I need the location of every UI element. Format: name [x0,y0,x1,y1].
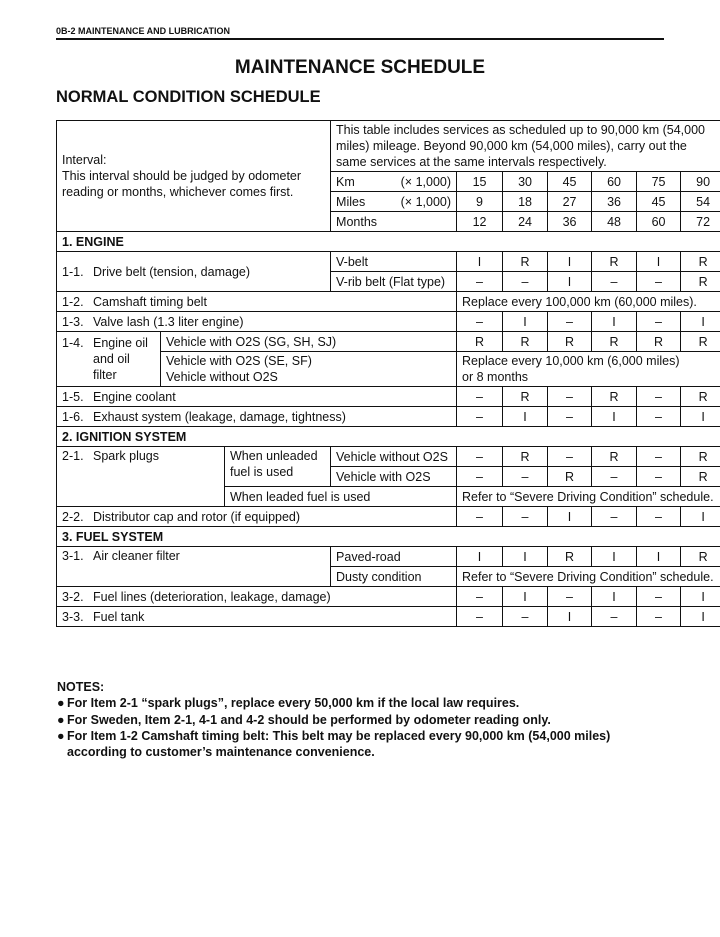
schedule-cell: – [548,387,592,407]
schedule-note: Refer to “Severe Driving Condition” schedule. [457,567,720,587]
schedule-note: Replace every 100,000 km (60,000 miles). [457,292,720,312]
schedule-cell: R [681,272,720,292]
schedule-cell: R [503,387,548,407]
months-value: 48 [592,212,637,232]
item-cell [57,447,225,507]
bullet-icon: ● [57,696,65,711]
miles-label-cell [331,192,457,212]
schedule-cell: I [681,607,720,627]
months-value: 12 [457,212,503,232]
item-cell [57,407,457,427]
schedule-cell: – [457,407,503,427]
schedule-cell: – [503,507,548,527]
schedule-cell: I [637,252,681,272]
schedule-cell: – [503,607,548,627]
table-row [57,252,720,272]
fuel-condition: When unleaded fuel is used [225,447,331,487]
table-row [57,407,720,427]
item-number: 2-1. [62,449,84,463]
schedule-cell: I [457,547,503,567]
table-row [57,547,720,567]
item-type: When leaded fuel is used [225,487,457,507]
item-description: Camshaft timing belt [93,294,207,309]
schedule-cell: – [637,587,681,607]
schedule-cell: I [503,547,548,567]
item-cell [57,587,457,607]
item-cell [57,312,457,332]
item-type: Paved-road [331,547,457,567]
schedule-cell: – [548,587,592,607]
section-row [57,527,720,547]
schedule-cell: R [457,332,503,352]
section-fuel: 3. FUEL SYSTEM [57,527,720,547]
schedule-cell: I [503,312,548,332]
schedule-note: Refer to “Severe Driving Condition” schedule. [457,487,720,507]
item-number: 1-5. [62,389,84,404]
miles-value: 45 [637,192,681,212]
schedule-cell: – [637,467,681,487]
km-label: Km [336,174,355,189]
item-number: 3-1. [62,549,84,563]
schedule-cell: – [637,407,681,427]
miles-value: 18 [503,192,548,212]
item-description: Valve lash (1.3 liter engine) [93,314,244,329]
schedule-cell: I [592,407,637,427]
item-number: 1-1. [62,264,84,279]
section-engine: 1. ENGINE [57,232,720,252]
item-type: V-rib belt (Flat type) [331,272,457,292]
item-cell [57,292,457,312]
table-row [57,292,720,312]
schedule-cell: R [681,447,720,467]
schedule-cell: R [592,447,637,467]
schedule-cell: I [592,587,637,607]
interval-cell [57,121,331,232]
schedule-cell: I [681,587,720,607]
item-number: 3-2. [62,589,84,604]
item-description: Fuel tank [93,609,145,624]
item-cell [57,507,457,527]
schedule-cell: – [503,272,548,292]
schedule-cell: I [503,587,548,607]
schedule-cell: R [548,467,592,487]
table-row [57,587,720,607]
schedule-note: Replace every 10,000 km (6,000 miles) [462,354,680,368]
note-text: For Item 2-1 “spark plugs”, replace every 50,000 km if the local law requires. [67,696,520,711]
schedule-cell: – [457,387,503,407]
item-description: Fuel lines (deterioration, leakage, damage) [93,589,331,604]
miles-unit: (× 1,000) [400,194,452,209]
item-type: Vehicle with O2S (SE, SF) [166,354,312,368]
schedule-cell: – [548,407,592,427]
notes [57,679,672,760]
schedule-cell: – [457,272,503,292]
item-type: Dusty condition [331,567,457,587]
page-header: 0B-2 MAINTENANCE AND LUBRICATION [56,26,664,40]
km-value: 60 [592,172,637,192]
schedule-cell: – [457,587,503,607]
km-value: 45 [548,172,592,192]
item-cell [57,252,331,292]
schedule-cell: R [681,252,720,272]
note-item [57,695,672,711]
schedule-cell: I [592,547,637,567]
schedule-cell: – [637,447,681,467]
item-type: Vehicle with O2S [331,467,457,487]
km-label-cell [331,172,457,192]
schedule-cell: – [592,467,637,487]
item-number: 2-2. [62,509,84,524]
schedule-cell: – [637,272,681,292]
schedule-cell: R [592,332,637,352]
item-description: Engine coolant [93,389,176,404]
item-description: Spark plugs [93,449,160,463]
miles-value: 9 [457,192,503,212]
schedule-cell: – [548,447,592,467]
schedule-cell: R [592,252,637,272]
item-number: 3-3. [62,609,84,624]
schedule-cell: – [637,607,681,627]
table-intro: This table includes services as scheduled up to 90,000 km (54,000 miles) mileage. Beyond 90,000 km (54,000 miles), carry out the same services at the same intervals respectively. [331,121,720,172]
schedule-cell: – [457,447,503,467]
schedule-cell: I [457,252,503,272]
item-type: Vehicle without O2S [331,447,457,467]
schedule-cell: R [681,467,720,487]
table-row [57,332,720,352]
schedule-cell: I [548,507,592,527]
schedule-cell: I [681,507,720,527]
months-value: 72 [681,212,720,232]
schedule-cell: – [503,467,548,487]
schedule-cell: – [457,507,503,527]
section-ignition: 2. IGNITION SYSTEM [57,427,720,447]
section-row [57,232,720,252]
item-type-cell [161,352,457,387]
schedule-cell: R [681,332,720,352]
item-cell [57,607,457,627]
miles-value: 36 [592,192,637,212]
schedule-cell: R [592,387,637,407]
table-row [57,507,720,527]
schedule-cell: R [503,252,548,272]
schedule-cell: – [592,607,637,627]
item-cell [57,387,457,407]
miles-value: 27 [548,192,592,212]
km-value: 15 [457,172,503,192]
km-value: 30 [503,172,548,192]
item-description: Engine oil and oil filter [93,336,148,382]
months-value: 60 [637,212,681,232]
item-cell [57,332,161,387]
schedule-cell: R [503,447,548,467]
schedule-cell: I [548,607,592,627]
item-number: 1-6. [62,409,84,424]
schedule-note-cell [457,352,720,387]
schedule-cell: I [681,407,720,427]
item-description: Exhaust system (leakage, damage, tightness) [93,409,346,424]
item-number: 1-4. [62,336,84,350]
note-item [57,712,672,728]
months-value: 24 [503,212,548,232]
schedule-cell: – [592,507,637,527]
item-description: Distributor cap and rotor (if equipped) [93,509,301,524]
table-row [57,447,720,467]
miles-label: Miles [336,194,366,209]
item-type: Vehicle without O2S [166,370,278,384]
schedule-cell: R [681,547,720,567]
schedule-cell: – [637,387,681,407]
section-row [57,427,720,447]
schedule-note: or 8 months [462,370,529,384]
interval-label: Interval: [62,153,107,167]
schedule-cell: I [592,312,637,332]
schedule-cell: R [548,547,592,567]
schedule-cell: – [637,312,681,332]
schedule-cell: R [637,332,681,352]
page-title: MAINTENANCE SCHEDULE [234,57,486,78]
table-row [57,312,720,332]
km-value: 90 [681,172,720,192]
item-number: 1-2. [62,294,84,309]
miles-value: 54 [681,192,720,212]
item-description: Air cleaner filter [93,549,180,563]
note-text: For Item 1-2 Camshaft timing belt: This belt may be replaced every 90,000 km (54,000 miles) according to customer’s maintenance convenience. [67,728,611,760]
schedule-cell: I [548,252,592,272]
interval-text: This interval should be judged by odometer reading or months, whichever comes first. [62,169,302,199]
table-row [57,387,720,407]
item-type: Vehicle with O2S (SG, SH, SJ) [161,332,457,352]
km-unit: (× 1,000) [400,174,452,189]
schedule-cell: R [548,332,592,352]
schedule-cell: I [637,547,681,567]
schedule-cell: I [548,272,592,292]
schedule-cell: I [681,312,720,332]
km-value: 75 [637,172,681,192]
schedule-cell: I [503,407,548,427]
schedule-cell: R [503,332,548,352]
page-subtitle: NORMAL CONDITION SCHEDULE [56,88,321,106]
note-text: For Sweden, Item 2-1, 4-1 and 4-2 should be performed by odometer reading only. [67,712,551,727]
maintenance-schedule-table [56,120,720,627]
bullet-icon: ● [57,728,65,743]
schedule-cell: R [681,387,720,407]
note-item [57,728,672,761]
item-number: 1-3. [62,314,84,329]
item-description: Drive belt (tension, damage) [93,264,251,279]
intro-row [57,121,720,172]
schedule-cell: – [457,312,503,332]
notes-heading: NOTES: [57,680,105,694]
schedule-cell: – [457,467,503,487]
schedule-cell: – [457,607,503,627]
bullet-icon: ● [57,712,65,727]
months-label: Months [331,212,457,232]
schedule-cell: – [592,272,637,292]
item-cell [57,547,331,587]
schedule-cell: – [548,312,592,332]
schedule-cell: – [637,507,681,527]
item-type: V-belt [331,252,457,272]
months-value: 36 [548,212,592,232]
table-row [57,607,720,627]
